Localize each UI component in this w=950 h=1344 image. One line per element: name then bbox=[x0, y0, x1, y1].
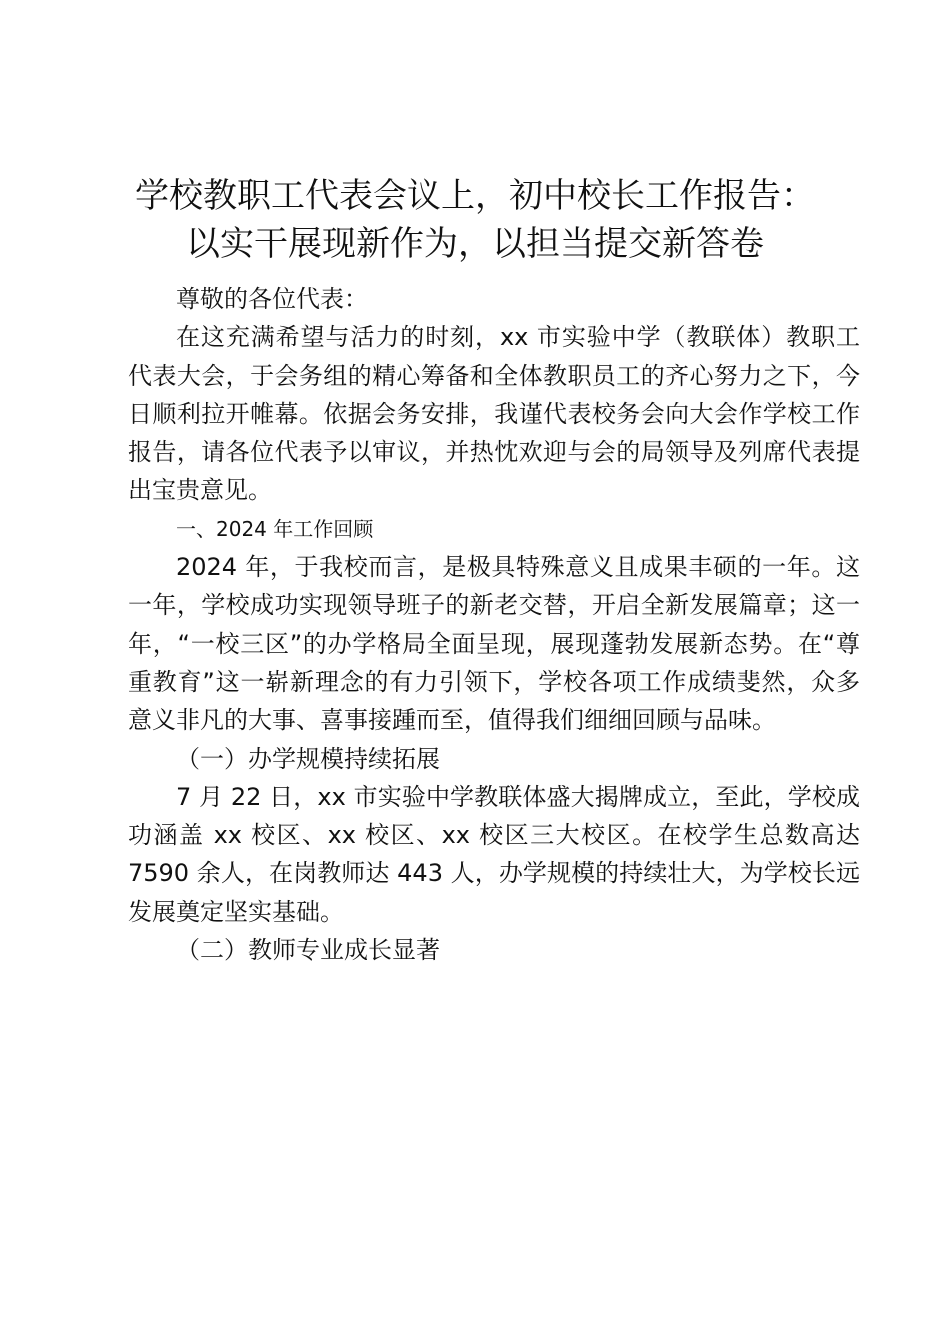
title-line-2: 以实干展现新作为，以担当提交新答卷 bbox=[186, 224, 764, 264]
document-title bbox=[90, 172, 860, 268]
intro-paragraph: 在这充满希望与活力的时刻，xx 市实验中学（教联体）教职工代表大会，于会务组的精心筹备和全体教职员工的齐心努力之下，今日顺利拉开帷幕。依据会务安排，我谨代表校务会向大会作学校工作报告，请各位代表予以审议，并热忱欢迎与会的局领导及列席代表提出宝贵意见。 bbox=[128, 323, 860, 505]
section-heading-review: 一、2024 年工作回顾 bbox=[176, 516, 374, 541]
subsection-heading-teachers: （二）教师专业成长显著 bbox=[176, 936, 440, 965]
review-paragraph: 2024 年，于我校而言，是极具特殊意义且成果丰硕的一年。这一年，学校成功实现领导班子的新老交替，开启全新发展篇章；这一年，“一校三区”的办学格局全面呈现，展现蓬勃发展新态势。在“尊重教育”这一崭新理念的有力引领下，学校各项工作成绩斐然，众多意义非凡的大事、喜事接踵而至，值得我们细细回顾与品味。 bbox=[128, 553, 860, 735]
document-body bbox=[128, 280, 860, 969]
salutation: 尊敬的各位代表： bbox=[176, 285, 368, 313]
title-line-1: 学校教职工代表会议上，初中校长工作报告： bbox=[135, 176, 815, 216]
subsection-heading-scale: （一）办学规模持续拓展 bbox=[176, 744, 440, 773]
scale-paragraph: 7 月 22 日，xx 市实验中学教联体盛大揭牌成立，至此，学校成功涵盖 xx 校区、xx 校区、xx 校区三大校区。在校学生总数高达 7590 余人，在岗教师达 443 人，办学规模的持续壮大，为学校长远发展奠定坚实基础。 bbox=[128, 782, 860, 926]
